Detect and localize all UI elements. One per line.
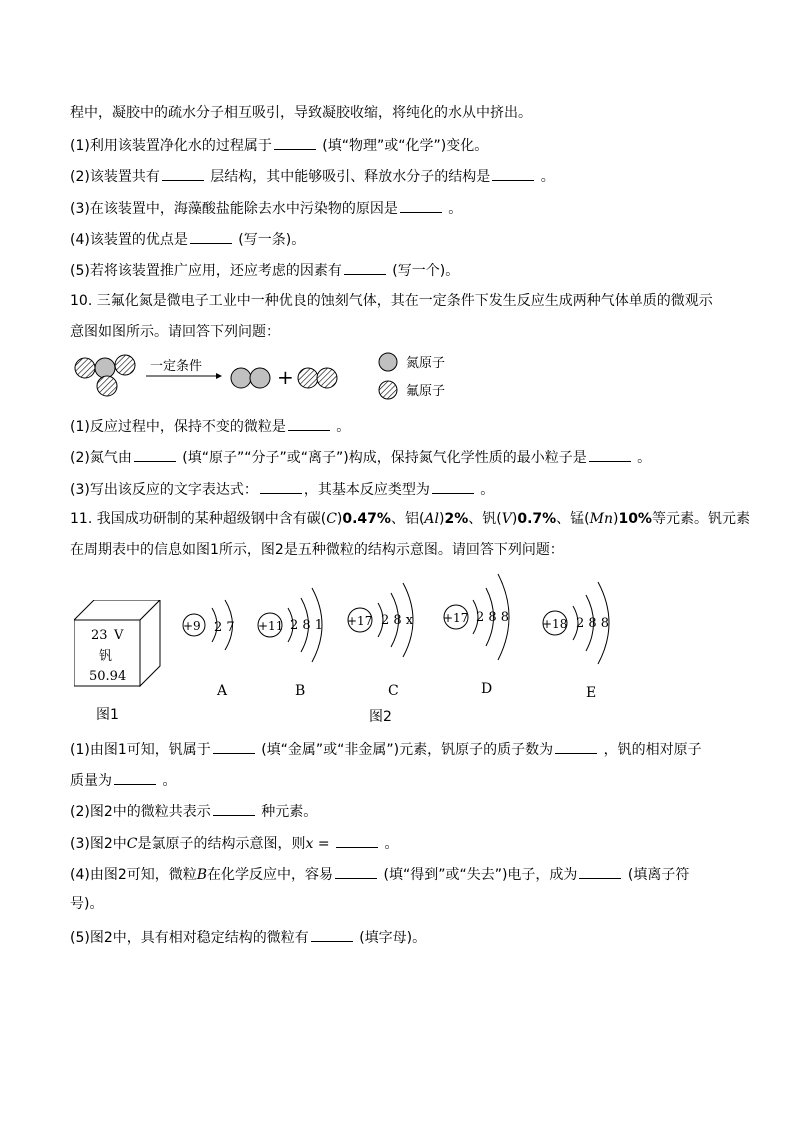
question-11-stem-2: 在周期表中的信息如图1所示，图2是五种微粒的结构示意图。请回答下列问题： [70,542,564,558]
reaction-diagram [70,348,470,404]
answer-blank [288,416,330,431]
atomic-number: 23 [91,628,108,643]
particle-label-E: E [586,685,597,701]
element-symbol: V [114,628,124,643]
nitrogen-atom [231,368,251,388]
electron-config: 2 8 8 [576,616,610,631]
element-card-figure [74,600,164,690]
answer-blank [555,739,597,754]
question-1-3: (3)在该装置中，海藻酸盐能除去水中污染物的原因是 。 [70,198,462,218]
question-1-1: (1)利用该装置净化水的过程属于 (填“物理”或“化学”)变化。 [70,135,488,155]
particle-label-D: D [481,681,493,697]
answer-blank [114,770,156,785]
element-name: 钒 [99,649,113,664]
answer-blank [213,801,255,816]
answer-blank [134,447,176,462]
answer-blank [260,479,302,494]
legend-nitrogen-label: 氮原子 [406,356,446,371]
question-1-5: (5)若将该装置推广应用，还应考虑的因素有 (写一个)。 [70,260,459,280]
question-10-1: (1)反应过程中，保持不变的微粒是 。 [70,416,350,436]
answer-blank [579,864,621,879]
question-10-stem-2: 意图如图所示。请回答下列问题： [70,324,280,340]
answer-blank [162,166,204,181]
fluorine-atom [317,368,337,388]
electron-config: 2 8 8 [476,610,510,625]
reaction-condition: 一定条件 [150,359,203,374]
answer-blank [432,479,474,494]
question-11-4-cont: 号)。 [70,896,104,912]
answer-blank [335,864,377,879]
figure-1-caption: 图1 [96,707,119,723]
nucleus-charge: +11 [258,619,284,633]
answer-blank [311,927,353,942]
plus-sign: + [277,365,294,389]
particle-A [183,600,235,650]
answer-blank [492,166,534,181]
question-10-stem: 10. 三氟化氮是微电子工业中一种优良的蚀刻气体，其在一定条件下发生反应生成两种气体单质的微观示 [70,293,713,309]
particle-C [347,583,414,657]
fluorine-atom [115,355,135,375]
particle-D [443,574,509,660]
legend-fluorine-label: 氟原子 [406,384,446,399]
fluorine-atom [298,368,318,388]
particle-E [542,582,609,664]
electron-config: 2 8 1 [290,618,324,633]
particle-label-A: A [217,683,228,699]
answer-blank [190,229,232,244]
particle-label-C: C [388,683,399,699]
answer-blank [400,198,442,213]
legend-fluorine-swatch [379,381,397,399]
text-line-intro: 程中，凝胶中的疏水分子相互吸引，导致凝胶收缩，将纯化的水从中挤出。 [70,105,532,121]
answer-blank [336,833,378,848]
atomic-mass: 50.94 [89,669,127,684]
question-10-3: (3)写出该反应的文字表达式： ，其基本反应类型为 。 [70,479,494,499]
question-11-1: (1)由图1可知，钒属于 (填“金属”或“非金属”)元素，钒原子的质子数为 ，钒的相对原子 [70,739,702,759]
particle-diagrams [170,570,630,670]
electron-config: 2 7 [214,620,235,635]
nucleus-charge: +18 [542,617,568,631]
question-1-2: (2)该装置共有 层结构，其中能够吸引、释放水分子的结构是 。 [70,166,555,186]
answer-blank [213,739,255,754]
particle-B [258,588,323,662]
fluorine-atom [97,376,117,396]
particle-label-B: B [295,683,306,699]
answer-blank [274,135,316,150]
nitrogen-atom [250,368,270,388]
question-11-2: (2)图2中的微粒共表示 种元素。 [70,801,317,821]
electron-config: 2 8 x [381,613,414,628]
question-11-stem: 11. 我国成功研制的某种超级钢中含有碳(C)0.47%、铝(Al)2%、钒(V)0.7%、锰(Mn)10%等元素。钒元素 [70,511,750,527]
answer-blank [589,447,631,462]
question-1-4: (4)该装置的优点是 (写一条)。 [70,229,305,249]
nucleus-charge: +9 [183,619,201,633]
question-11-1-cont: 质量为 。 [70,770,176,790]
figure-2-caption: 图2 [369,709,392,725]
answer-blank [344,260,386,275]
nucleus-charge: +17 [443,611,469,625]
fluorine-atom [75,358,95,378]
question-11-4: (4)由图2可知，微粒B在化学反应中，容易 (填“得到”或“失去”)电子，成为 (填离子符 [70,864,689,884]
question-10-2: (2)氮气由 (填“原子”“分子”或“离子”)构成，保持氮气化学性质的最小粒子是 。 [70,447,651,467]
question-11-3: (3)图2中C是氯原子的结构示意图，则x = 。 [70,833,398,853]
nitrogen-atom [95,358,115,378]
legend-nitrogen-swatch [379,353,397,371]
question-11-5: (5)图2中，具有相对稳定结构的微粒有 (填字母)。 [70,927,426,947]
nucleus-charge: +17 [347,614,373,628]
